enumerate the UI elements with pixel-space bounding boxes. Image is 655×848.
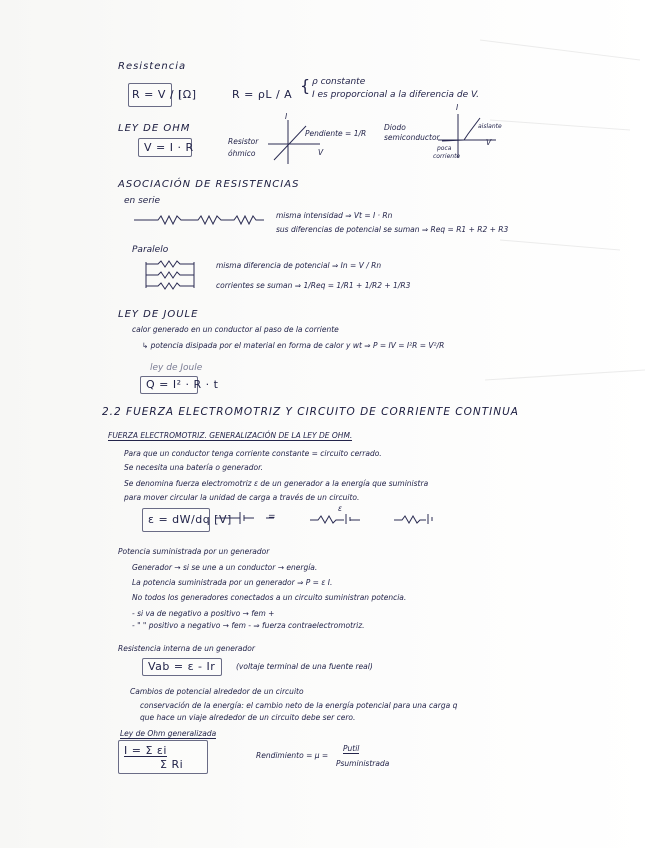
series-resistors-icon [134, 212, 264, 226]
joule-line2: ↳ potencia disipada por el material en forma de calor y wt ⇒ P = IV = I²R = V²/R [142, 341, 445, 350]
formula-rho: R = ρL / A [232, 88, 293, 101]
note-proporcional: I es proporcional a la diferencia de V. [312, 90, 480, 100]
potencia-line4: - si va de negativo a positivo → fem + [132, 609, 275, 618]
emf-formula: ε = dW/dq [V] [148, 513, 232, 526]
generalizada-title: Ley de Ohm generalizada [120, 729, 217, 738]
corriente-label: corriente [433, 153, 461, 160]
equals-sign: = [268, 512, 276, 522]
interna-title: Resistencia interna de un generador [118, 644, 255, 653]
joule-line1: calor generado en un conductor al paso de la corriente [132, 325, 339, 334]
rendimiento-den: Psuministrada [336, 759, 390, 768]
ohmico-label: óhmico [228, 149, 256, 158]
cambios-potencial: Cambios de potencial alrededor de un circuito [130, 687, 304, 696]
potencia-line5: - " " positivo a negativo → fem - ⇒ fuerza contraelectromotriz. [132, 621, 365, 630]
diode-axis-i: I [456, 103, 459, 112]
rendimiento-num: Putil [343, 744, 360, 753]
epsilon-label: ε [338, 504, 343, 513]
axis-i: I [285, 112, 288, 121]
poca-label: poca [437, 145, 452, 152]
joule-law-label: ley de Joule [150, 363, 203, 373]
conservacion-line1: conservación de la energía: el cambio neto de la energía potencial para una carga q [140, 701, 458, 710]
parallel-resistors-icon [144, 258, 196, 292]
axis-v: V [318, 148, 324, 157]
aislante-label: aislante [478, 123, 502, 130]
vab-formula: Vab = ε - Ir [148, 660, 216, 673]
asociacion-title: ASOCIACIÓN DE RESISTENCIAS [118, 179, 300, 190]
formula-r-v-i: R = V / I [132, 88, 182, 101]
potencia-line1: Generador → si se une a un conductor → energía. [132, 563, 318, 572]
potencia-title: Potencia suministrada por un generador [118, 547, 270, 556]
fuerza-title: 2.2 FUERZA ELECTROMOTRIZ Y CIRCUITO DE CORRIENTE CONTINUA [102, 406, 519, 418]
paralelo-line1: misma diferencia de potencial ⇒ In = V / Rn [216, 261, 382, 270]
rendimiento-label: Rendimiento = μ = [256, 751, 329, 760]
fuerza-line4: para mover circular la unidad de carga a través de un circuito. [124, 493, 360, 502]
resistencia-title: Resistencia [118, 61, 187, 72]
fuerza-line2: Se necesita una batería o generador. [124, 463, 263, 472]
paralelo-label: Paralelo [132, 245, 169, 255]
serie-line2: sus diferencias de potencial se suman ⇒ Req = R1 + R2 + R3 [276, 225, 509, 234]
units-ohm: [Ω] [178, 88, 197, 101]
battery-symbols-icon [214, 508, 434, 528]
potencia-line2: La potencia suministrada por un generador ⇒ P = ε I. [132, 578, 333, 587]
serie-label: en serie [124, 196, 161, 206]
diodo-label: Diodo [384, 123, 406, 132]
resistor-label: Resistor [228, 137, 259, 146]
conservacion-line2: que hace un viaje alrededor de un circuito debe ser cero. [140, 713, 356, 722]
fuerza-line3: Se denomina fuerza electromotriz ε de un generador a la energía que suministra [124, 479, 429, 488]
ohmic-graph-icon [268, 118, 328, 168]
serie-line1: misma intensidad ⇒ Vt = I · Rn [276, 211, 393, 220]
generalizada-num: I = Σ εi [124, 744, 167, 757]
fuerza-subtitle: FUERZA ELECTROMOTRIZ. GENERALIZACIÓN DE LA LEY DE OHM. [108, 431, 353, 440]
generalizada-den: Σ Ri [160, 758, 184, 771]
joule-formula: Q = I² · R · t [146, 378, 219, 391]
formula-v-ir: V = I · R [144, 141, 194, 154]
vab-note: (voltaje terminal de una fuente real) [236, 662, 373, 671]
diode-axis-v: V [486, 138, 492, 147]
fuerza-line1: Para que un conductor tenga corriente constante = circuito cerrado. [124, 449, 382, 458]
ley-ohm-title: LEY DE OHM [118, 123, 191, 134]
pendiente: Pendiente = 1/R [305, 129, 367, 138]
potencia-line3: No todos los generadores conectados a un circuito suministran potencia. [132, 593, 407, 602]
paralelo-line2: corrientes se suman ⇒ 1/Req = 1/R1 + 1/R2 + 1/R3 [216, 281, 411, 290]
semiconductor-label: semiconductor [384, 133, 440, 142]
note-constante: ρ constante [312, 77, 366, 87]
joule-title: LEY DE JOULE [118, 309, 199, 320]
brace: { [300, 76, 311, 95]
